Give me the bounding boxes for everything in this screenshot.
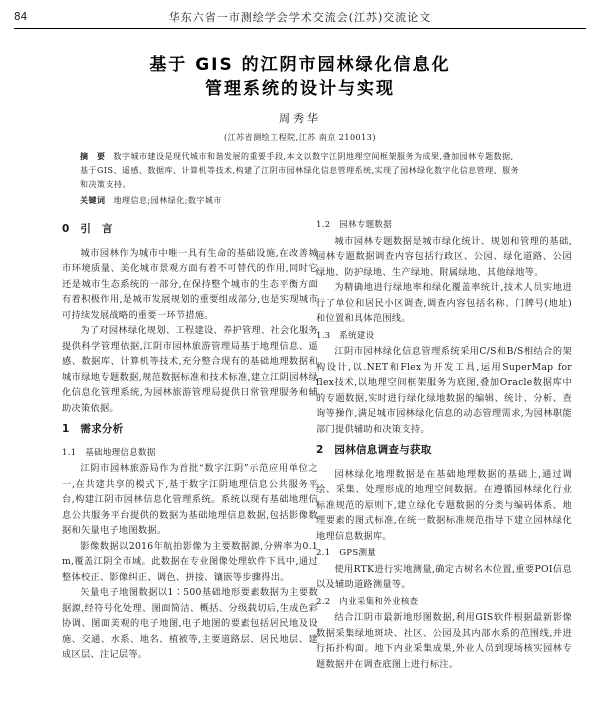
- section-2-2-heading: 2.2 内业采集和外业核查: [316, 596, 419, 607]
- affiliation: (江苏省测绘工程院,江苏 南京 210013): [224, 133, 376, 142]
- keywords-label: 关键词: [80, 196, 106, 205]
- author: 周秀华: [279, 112, 321, 125]
- section-1-2-heading: 1.2 园林专题数据: [316, 220, 393, 230]
- paper-title-line1: 基于 GIS 的江阴市园林绿化信息化: [149, 55, 451, 75]
- paragraph: 为了对园林绿化规划、工程建设、养护管理、社会化服务提供科学管理依据,江阴市园林旅游管理局基于地理信息、遥感、数据库、计算机等技术,充分整合现有的基础地理数据和城市绿地专题数据,规范数据标准和技术标准,建立江阴园林绿化信息化管理系统,为园林旅游管理局提供日常管理服务和辅助决策依据。: [62, 325, 318, 414]
- paragraph: 为精确地进行绿地率和绿化覆盖率统计,技术人员实地进行了单位和居民小区调查,调查内容包括名称、门牌号(地址)和位置和具体范围线。: [316, 282, 572, 324]
- header-rule: [14, 28, 586, 29]
- left-column: [62, 216, 318, 663]
- section-1-heading: 1 需求分析: [62, 423, 124, 435]
- keywords-text: 地理信息;园林绿化;数字城市: [113, 196, 222, 205]
- paragraph: 矢量电子地图数据以1∶500基础地形要素数据为主要数据源,经符号化处理、图面简洁、概括、分级载切后,生成色彩协调、图面美观的电子地图,电子地图的要素包括居民地及设施、交通、水系、地名、植被等,主要道路层、居民地层、建成区层、注记层等。: [62, 587, 318, 660]
- running-header: [14, 9, 586, 25]
- section-2-1-heading: 2.1 GPS测量: [316, 548, 377, 558]
- right-column: [316, 216, 572, 672]
- abstract: [80, 150, 520, 192]
- paragraph: 江阴市园林绿化信息管理系统采用C/S和B/S相结合的架构设计,以.NET和Flex为开发工具,运用SuperMap for flex技术,以地理空间框架服务为底图,叠加Oracle数据库中的专题数据,实时进行绿化绿地数据的编辑、统计、分析、查询等操作,满足城市园林绿化信息的动态管理需求,为园林职能部门提供辅助和决策支持。: [316, 346, 572, 435]
- paragraph: 园林绿化地理数据是在基础地理数据的基础上,通过调绘、采集、处理形成的地理空间数据。在遵循园林绿化行业标准规范的原则下,建立绿化专题数据的分类与编码体系、地理要素的图式标准,在统一数据标准规范指导下建立园林绿化地理信息数据库。: [316, 468, 572, 542]
- section-2-heading: 2 园林信息调查与获取: [316, 444, 432, 456]
- journal-title: 华东六省一市测绘学会学术交流会(江苏)交流论文: [168, 11, 432, 24]
- paragraph: 江阴市园林旅游局作为首批“数字江阴”示范应用单位之一,在共建共享的模式下,基于数字江阴地理信息公共服务平台,构建江阴市园林信息化管理系统。系统以现有基础地理信息公共服务平台提供的数据为基础地理信息数据,包括影像数据和矢量电子地图数据。: [62, 463, 318, 536]
- abstract-label: 摘 要: [80, 152, 106, 161]
- abstract-text: 数字城市建设是现代城市和谐发展的重要手段,本文以数字江阴地理空间框架服务为成果,叠加园林专题数据,基于GIS、遥感、数据库、计算机等技术,构建了江阴市园林绿化信息管理系统,实现了园林绿化数字化信息管理、服务和决策支持。: [80, 152, 520, 189]
- keywords: [80, 194, 520, 208]
- paper-title-line2: 管理系统的设计与实现: [205, 79, 395, 99]
- section-1-3-heading: 1.3 系统建设: [316, 330, 375, 341]
- intro-heading: 0 引 言: [62, 223, 113, 235]
- paragraph: 结合江阴市最新地形图数据,利用GIS软件根据最新影像数据采集绿地斑块、社区、公园及其内部水系的范围线,并进行拓扑构面。地下内业采集成果,外业人员到现场核实园林专题数据并在调查底图上进行标注。: [316, 612, 572, 670]
- paragraph: 城市园林作为城市中唯一具有生命的基础设施,在改善城市环境质量、美化城市景观方面有着不可替代的作用,同时它还是城市生态系统的一部分,在保持整个城市的生态平衡方面有着积极作用,是城市发展规划的重要组成部分,也是实现城市可持续发展战略的重要一环节措施。: [62, 247, 318, 321]
- paragraph: 使用RTK进行实地测量,确定古树名木位置,重要POI信息以及辅助道路测量等。: [316, 563, 572, 590]
- page-number: 84: [14, 10, 28, 23]
- section-1-1-heading: 1.1 基础地理信息数据: [62, 447, 156, 458]
- paragraph: 城市园林专题数据是城市绿化统计、规划和管理的基础,园林专题数据调查内容包括行政区、公园、绿化道路、公园绿地、防护绿地、生产绿地、附属绿地、其他绿地等。: [316, 235, 572, 278]
- paragraph: 影像数据以2016年航拍影像为主要数据源,分辨率为0.1 m,覆盖江阴全市域。此数据在专业图像处理软件下具中,通过整体校正、影像纠正、调色、拼接、镶嵌等步骤得出。: [62, 540, 318, 583]
